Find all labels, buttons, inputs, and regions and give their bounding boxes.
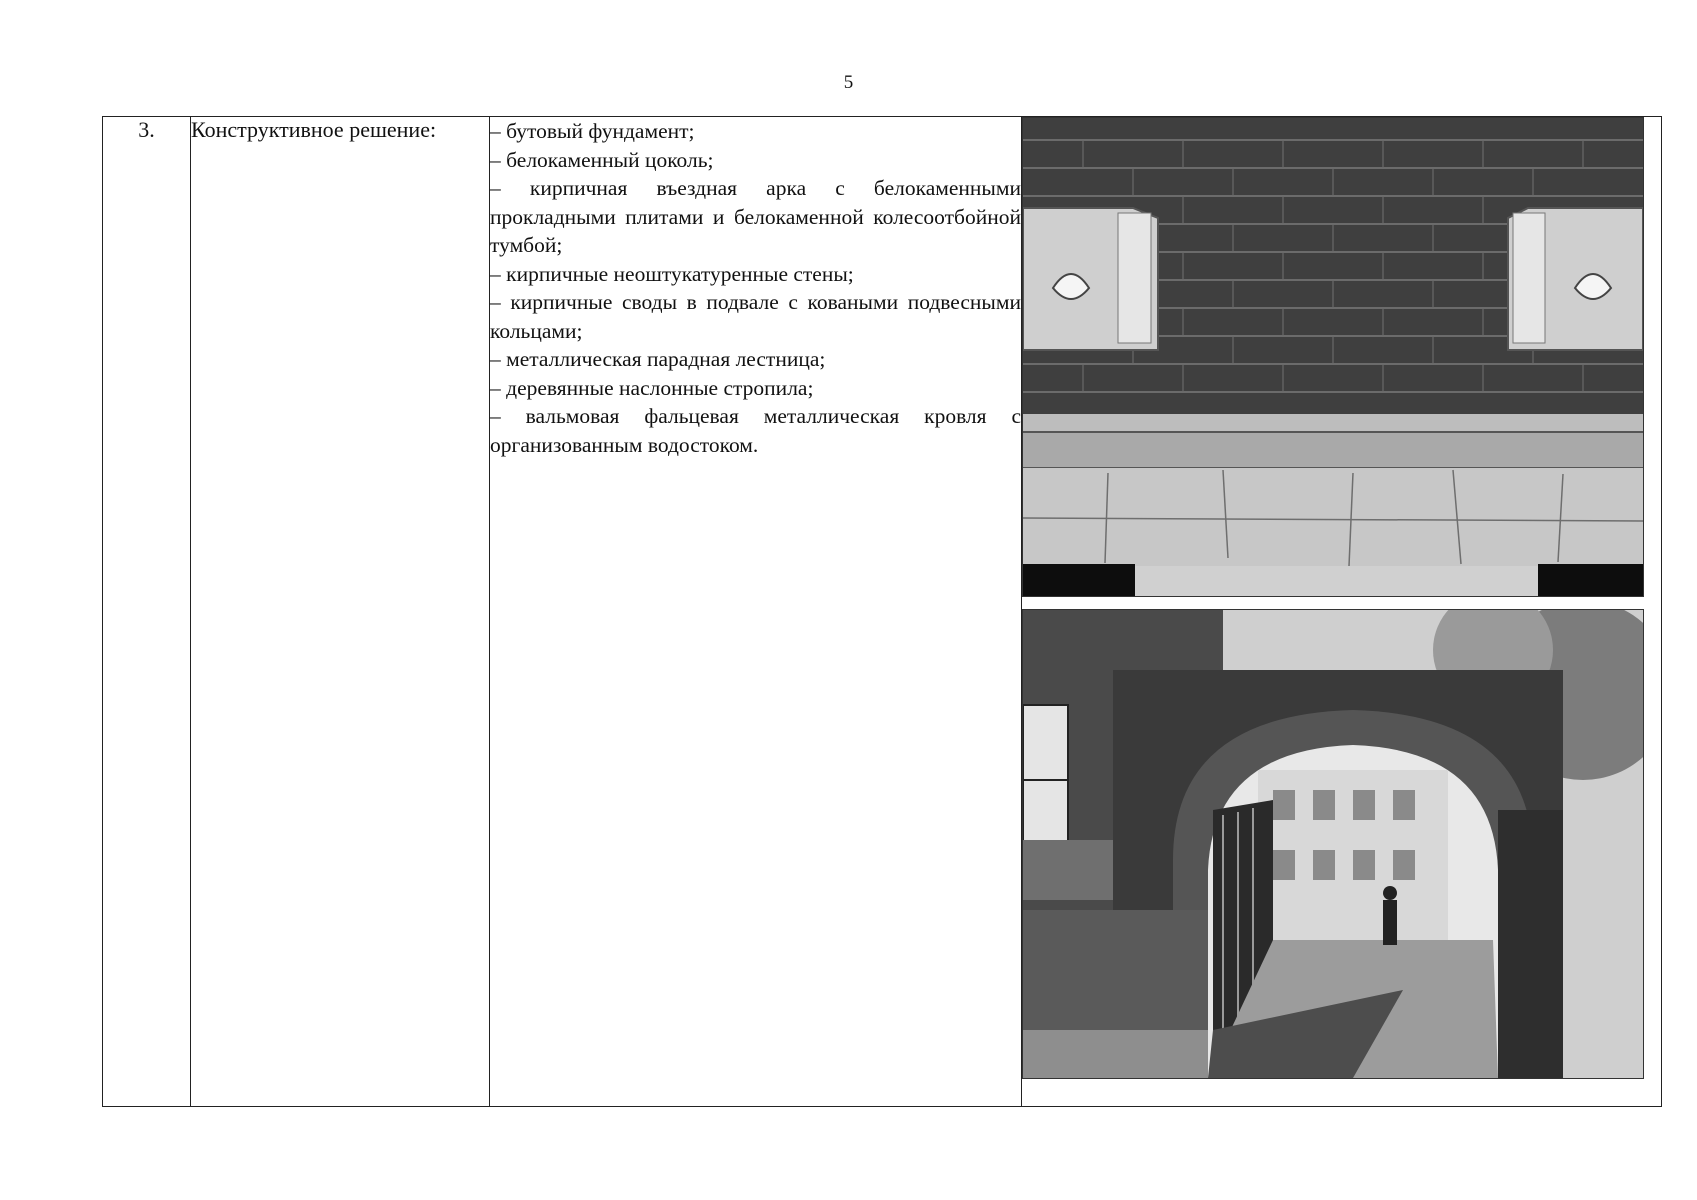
photo-arch-detail (1022, 117, 1644, 597)
row-description (490, 117, 1022, 1107)
row-label: Конструктивное решение: (191, 117, 490, 1107)
list-item: – кирпичные неоштукатуренные стены; (490, 261, 854, 286)
list-item: – кирпичная въездная арка с белокаменными прокладными плитами и белокаменной колесоотбойной тумбой; (490, 176, 1021, 257)
list-item: – вальмовая фальцевая металлическая кровля с организованным водостоком. (490, 404, 1021, 457)
photo-courtyard-arch (1022, 609, 1644, 1079)
list-item: – металлическая парадная лестница; (490, 347, 826, 371)
construction-table (102, 116, 1662, 1107)
table-row (103, 117, 1662, 1107)
list-item: – бутовый фундамент; (490, 119, 695, 143)
page-number: 5 (843, 72, 854, 93)
photos-cell (1022, 117, 1662, 1107)
row-number: 3. (103, 117, 191, 1107)
list-item: – кирпичные своды в подвале с коваными подвесными кольцами; (490, 290, 1021, 343)
list-item: – деревянные наслонные стропила; (490, 375, 814, 400)
list-item: – белокаменный цоколь; (490, 147, 714, 172)
